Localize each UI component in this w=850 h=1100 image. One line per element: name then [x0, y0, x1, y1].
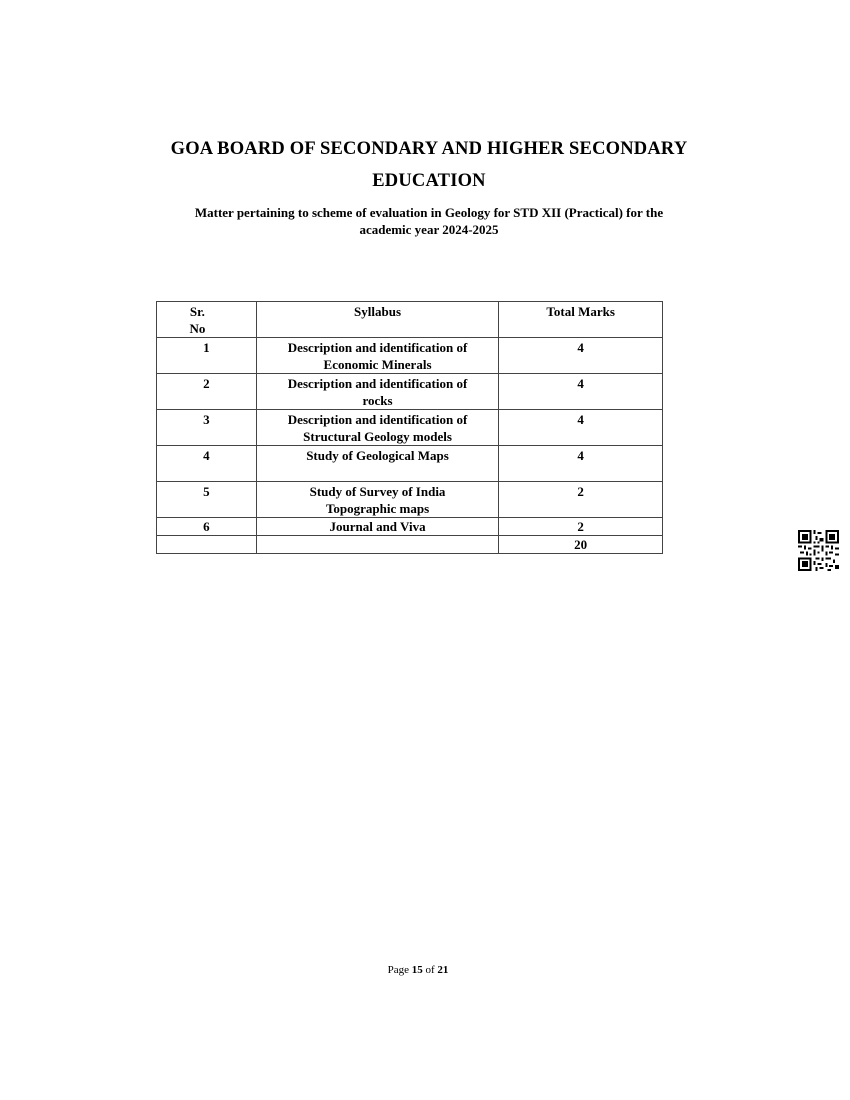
document-title-line1: GOA BOARD OF SECONDARY AND HIGHER SECONDARY: [170, 139, 688, 159]
syllabus-line1: Study of Geological Maps: [306, 448, 449, 463]
total-marks-cell: 20: [499, 536, 663, 554]
syllabus-line1: Study of Survey of India: [309, 484, 446, 499]
marks-cell: 2: [499, 482, 663, 518]
syllabus-line2: Economic Minerals: [323, 357, 432, 372]
sr-cell: 5: [157, 482, 257, 518]
syllabus-line1: Description and identification of: [287, 340, 468, 355]
qr-code-icon: [798, 530, 839, 571]
page-number: 15: [411, 964, 423, 976]
syllabus-line2: Structural Geology models: [303, 429, 452, 444]
subtitle-line2: academic year 2024-2025: [359, 222, 499, 237]
syllabus-cell: [256, 518, 499, 536]
sr-cell: 3: [157, 410, 257, 446]
sr-cell: 1: [157, 338, 257, 374]
table-header-row: [157, 302, 663, 338]
syllabus-cell: [256, 446, 499, 482]
table-row: [157, 482, 663, 518]
total-empty-sr: [157, 536, 257, 554]
syllabus-line1: Description and identification of: [287, 412, 468, 427]
sr-cell: 6: [157, 518, 257, 536]
marks-cell: 4: [499, 374, 663, 410]
syllabus-cell: [256, 410, 499, 446]
syllabus-line1: Description and identification of: [287, 376, 468, 391]
marks-cell: 2: [499, 518, 663, 536]
marks-cell: 4: [499, 338, 663, 374]
header-total-marks: Total Marks: [499, 302, 663, 338]
document-title-line2: EDUCATION: [372, 171, 486, 191]
table-row: [157, 518, 663, 536]
page-label: Page: [387, 964, 409, 976]
marks-cell: 4: [499, 410, 663, 446]
syllabus-cell: [256, 338, 499, 374]
page-footer: [0, 964, 836, 976]
header-sr-line2: No: [189, 321, 206, 336]
syllabus-cell: [256, 482, 499, 518]
document-subtitle: [150, 204, 708, 238]
page-total: 21: [437, 964, 449, 976]
syllabus-line1: Journal and Viva: [329, 519, 426, 534]
table-row: [157, 374, 663, 410]
sr-cell: 4: [157, 446, 257, 482]
table-total-row: [157, 536, 663, 554]
total-empty-syllabus: [256, 536, 499, 554]
syllabus-line2: Topographic maps: [325, 501, 430, 516]
evaluation-scheme-table: [156, 301, 663, 554]
header-syllabus: Syllabus: [256, 302, 499, 338]
table-row: [157, 338, 663, 374]
subtitle-line1: Matter pertaining to scheme of evaluation in Geology for STD XII (Practical) for the: [194, 205, 664, 220]
of-label: of: [425, 964, 435, 976]
syllabus-cell: [256, 374, 499, 410]
sr-cell: 2: [157, 374, 257, 410]
header-sr-no: [157, 302, 257, 338]
marks-cell: 4: [499, 446, 663, 482]
syllabus-line2: rocks: [362, 393, 393, 408]
table-row: [157, 446, 663, 482]
table-row: [157, 410, 663, 446]
header-sr-line1: Sr.: [189, 304, 205, 319]
